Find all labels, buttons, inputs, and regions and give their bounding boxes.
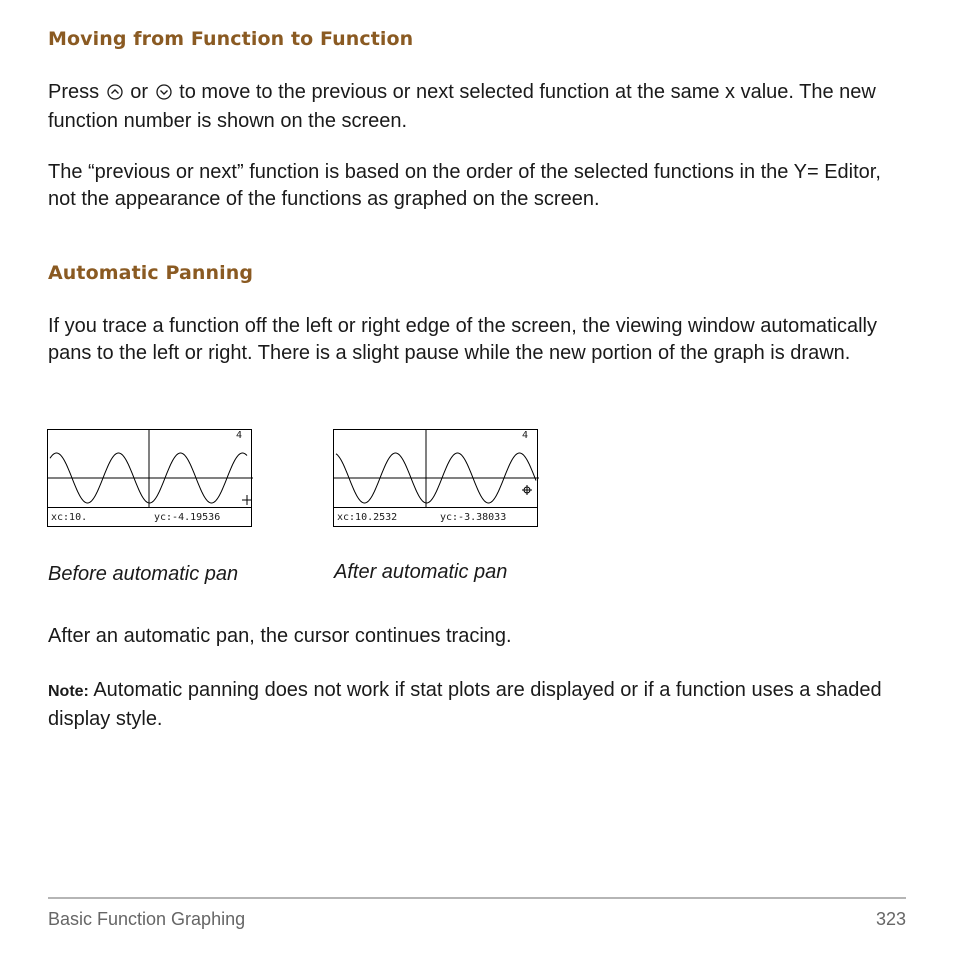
trace-cursor-icon <box>522 485 532 495</box>
graph-after <box>334 430 539 508</box>
paragraph-panning: If you trace a function off the left or right edge of the screen, the viewing window automatically pans to the left or right. There is a slight pause while the new portion of the graph is drawn. <box>48 315 877 364</box>
footer-rule <box>48 897 906 899</box>
paragraph-press-keys <box>48 79 910 134</box>
status-separator <box>334 507 537 508</box>
caption-before: Before automatic pan <box>48 563 239 585</box>
down-arrow-key-icon <box>156 81 172 108</box>
x-coordinate-readout: xc:10. <box>51 512 88 523</box>
press-text: Press <box>48 81 100 103</box>
paragraph-note <box>48 677 910 732</box>
press-rest-text: to move to the previous or next selected function at the same x value. The new function number is shown on the screen. <box>48 81 876 132</box>
paragraph-previous-next: The “previous or next” function is based on the order of the selected functions in the Y= Editor, not the appearance of the functions as graphed on the screen. <box>48 161 881 210</box>
trace-cursor-icon <box>242 495 252 505</box>
x-coordinate-readout: xc:10.2532 <box>337 512 398 523</box>
status-separator <box>48 507 251 508</box>
graph-before <box>48 430 253 508</box>
note-text: Automatic panning does not work if stat plots are displayed or if a function uses a shaded display style. <box>48 679 882 730</box>
section-heading-panning: Automatic Panning <box>48 262 254 284</box>
function-number: 4 <box>521 430 528 441</box>
or-text: or <box>130 81 149 103</box>
calculator-screen-before <box>47 429 252 527</box>
paragraph-after-pan: After an automatic pan, the cursor continues tracing. <box>48 625 512 647</box>
note-label: Note: <box>48 683 89 700</box>
function-number: 4 <box>235 430 242 441</box>
caption-after: After automatic pan <box>334 561 508 583</box>
y-coordinate-readout: yc:-4.19536 <box>154 512 221 523</box>
footer-chapter-title: Basic Function Graphing <box>48 909 246 929</box>
calculator-screen-after <box>333 429 538 527</box>
up-arrow-key-icon <box>107 81 123 108</box>
y-coordinate-readout: yc:-3.38033 <box>440 512 507 523</box>
footer-page-number: 323 <box>875 909 906 929</box>
section-heading-moving: Moving from Function to Function <box>48 28 414 50</box>
